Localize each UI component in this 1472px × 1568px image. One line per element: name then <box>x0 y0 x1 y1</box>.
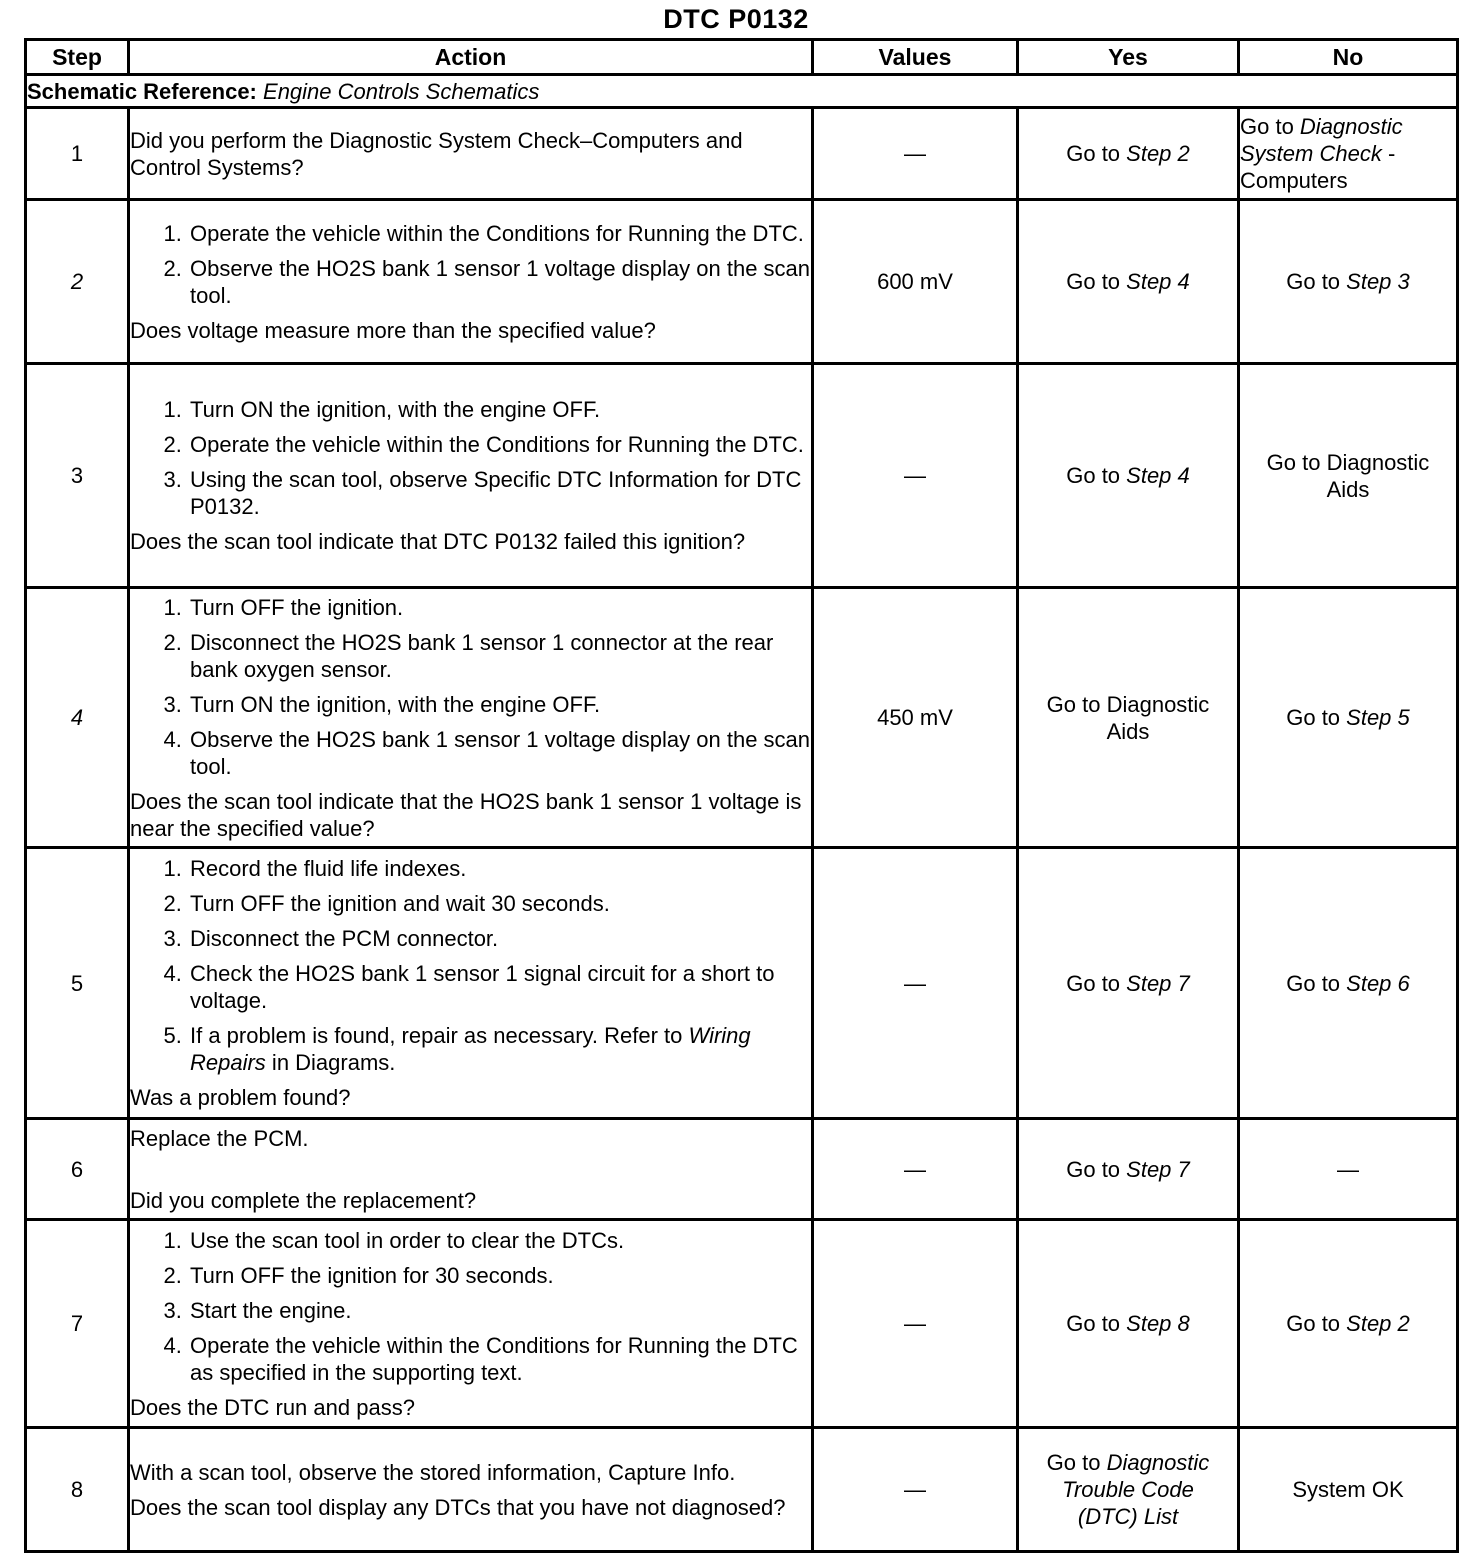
value-cell: — <box>813 1428 1018 1552</box>
action-cell <box>129 108 813 200</box>
step-number-text: 2 <box>70 269 84 294</box>
action-question: Does the scan tool display any DTCs that you have not diagnosed? <box>130 1494 786 1520</box>
yes-cell <box>1018 108 1239 200</box>
no-link: Step 3 <box>1346 269 1410 294</box>
yes-prefix: Go to <box>1066 463 1127 488</box>
table-row <box>26 1220 1458 1428</box>
yes-cell <box>1018 364 1239 588</box>
no-prefix: Go to <box>1286 705 1347 730</box>
action-question: Did you complete the replacement? <box>130 1187 477 1213</box>
list-item: 2. Turn OFF the ignition for 30 seconds. <box>188 1262 811 1289</box>
wiring-repairs-ref: Wiring Repairs <box>190 1023 751 1075</box>
list-item: 3. Disconnect the PCM connector. <box>188 925 811 952</box>
list-item: 2. Turn OFF the ignition and wait 30 seconds. <box>188 890 811 917</box>
value-cell: 450 mV <box>813 588 1018 848</box>
page-title: DTC P0132 <box>663 4 809 34</box>
yes-cell: Go to Diagnostic Aids <box>1018 588 1239 848</box>
step-number: 3 <box>26 364 129 588</box>
list-item: 1. Turn OFF the ignition. <box>188 594 811 621</box>
schematic-value: Engine Controls Schematics <box>263 78 540 104</box>
no-cell <box>1239 200 1458 364</box>
no-prefix: Go to <box>1240 114 1300 139</box>
action-question: Does the DTC run and pass? <box>130 1394 415 1420</box>
list-item: 1. Turn ON the ignition, with the engine OFF. <box>188 396 811 423</box>
yes-prefix: Go to <box>1066 970 1127 996</box>
yes-link: Step 8 <box>1126 1311 1190 1336</box>
table-row <box>26 108 1458 200</box>
no-link: Step 6 <box>1346 970 1410 996</box>
action-question: Does voltage measure more than the specified value? <box>130 317 656 343</box>
yes-link: Step 7 <box>1126 970 1190 996</box>
action-cell <box>129 1220 813 1428</box>
step-number <box>26 588 129 848</box>
step-number: 1 <box>26 108 129 200</box>
schematic-reference <box>26 75 1458 108</box>
step-number: 7 <box>26 1220 129 1428</box>
action-cell <box>129 848 813 1119</box>
yes-link: Step 7 <box>1126 1156 1190 1182</box>
list-item: 2. Disconnect the HO2S bank 1 sensor 1 connector at the rear bank oxygen sensor. <box>188 629 811 683</box>
no-suffix: - Computers <box>1240 141 1396 193</box>
action-text: Did you perform the Diagnostic System Check–Computers and Control Systems? <box>130 127 743 180</box>
list-item: 4. Check the HO2S bank 1 sensor 1 signal circuit for a short to voltage. <box>188 960 811 1014</box>
table-row <box>26 588 1458 848</box>
yes-prefix: Go to <box>1066 269 1127 294</box>
no-cell: Go to Diagnostic Aids <box>1239 364 1458 588</box>
list-item: 2. Observe the HO2S bank 1 sensor 1 voltage display on the scan tool. <box>188 255 811 309</box>
action-list <box>130 396 811 520</box>
list-item <box>188 1022 811 1076</box>
schematic-label: Schematic Reference: <box>27 78 257 104</box>
step-number-text: 4 <box>70 705 84 730</box>
yes-link: Step 4 <box>1126 463 1190 488</box>
yes-prefix: Go to <box>1046 1450 1107 1475</box>
header-step: Step <box>26 40 129 75</box>
yes-cell <box>1018 1428 1239 1552</box>
list-item: 2. Operate the vehicle within the Conditions for Running the DTC. <box>188 431 811 458</box>
header-row <box>26 40 1458 75</box>
yes-prefix: Go to <box>1066 141 1127 166</box>
yes-prefix: Go to <box>1066 1156 1127 1182</box>
no-prefix: Go to <box>1286 970 1347 996</box>
value-cell: — <box>813 364 1018 588</box>
action-list <box>130 1227 811 1386</box>
no-cell: — <box>1239 1119 1458 1220</box>
table-row <box>26 364 1458 588</box>
list-item: 3. Using the scan tool, observe Specific DTC Information for DTC P0132. <box>188 466 811 520</box>
yes-cell <box>1018 200 1239 364</box>
yes-link: Step 4 <box>1126 269 1190 294</box>
action-cell <box>129 200 813 364</box>
header-action: Action <box>129 40 813 75</box>
action-list <box>130 594 811 780</box>
yes-cell <box>1018 1220 1239 1428</box>
action-question: Was a problem found? <box>130 1085 351 1110</box>
header-values: Values <box>813 40 1018 75</box>
action-question: Does the scan tool indicate that DTC P0132 failed this ignition? <box>130 529 746 554</box>
action-cell <box>129 364 813 588</box>
step-number: 5 <box>26 848 129 1119</box>
action-text: With a scan tool, observe the stored information, Capture Info. <box>130 1459 736 1485</box>
schematic-row <box>26 75 1458 108</box>
no-cell <box>1239 1220 1458 1428</box>
table-row <box>26 1119 1458 1220</box>
value-cell: — <box>813 1119 1018 1220</box>
header-no: No <box>1239 40 1458 75</box>
yes-link: Diagnostic Trouble Code (DTC) List <box>1062 1450 1210 1529</box>
table-row <box>26 200 1458 364</box>
no-cell <box>1239 108 1458 200</box>
no-cell <box>1239 588 1458 848</box>
table-row <box>26 1428 1458 1552</box>
list-item: 1. Use the scan tool in order to clear the DTCs. <box>188 1227 811 1254</box>
value-cell: 600 mV <box>813 200 1018 364</box>
step-number: 6 <box>26 1119 129 1220</box>
action-question: Does the scan tool indicate that the HO2S bank 1 sensor 1 voltage is near the specified value? <box>130 788 802 841</box>
no-cell <box>1239 848 1458 1119</box>
no-link: Step 2 <box>1346 1311 1410 1336</box>
action-cell <box>129 588 813 848</box>
value-cell: — <box>813 848 1018 1119</box>
list-item: 4. Operate the vehicle within the Conditions for Running the DTC as specified in the supporting text. <box>188 1332 811 1386</box>
list-item: 1. Operate the vehicle within the Conditions for Running the DTC. <box>188 220 811 247</box>
list-item: 4. Observe the HO2S bank 1 sensor 1 voltage display on the scan tool. <box>188 726 811 780</box>
no-link: Diagnostic System Check <box>1240 114 1403 166</box>
list-item: 1. Record the fluid life indexes. <box>188 855 811 882</box>
action-text: Replace the PCM. <box>130 1125 309 1151</box>
value-cell: — <box>813 108 1018 200</box>
value-cell: — <box>813 1220 1018 1428</box>
step-number <box>26 200 129 364</box>
item-text: in Diagrams. <box>265 1050 396 1075</box>
list-item: 3. Start the engine. <box>188 1297 811 1324</box>
action-cell <box>129 1428 813 1552</box>
action-cell <box>129 1119 813 1220</box>
action-list <box>130 220 811 309</box>
no-cell: System OK <box>1239 1428 1458 1552</box>
no-prefix: Go to <box>1286 1311 1347 1336</box>
list-item: 3. Turn ON the ignition, with the engine OFF. <box>188 691 811 718</box>
no-link: Step 5 <box>1346 705 1410 730</box>
yes-cell <box>1018 1119 1239 1220</box>
diagnostic-table <box>24 38 1459 1553</box>
header-yes: Yes <box>1018 40 1239 75</box>
item-text: If a problem is found, repair as necessary. Refer to <box>190 1023 689 1048</box>
step-number: 8 <box>26 1428 129 1552</box>
table-row <box>26 848 1458 1119</box>
no-prefix: Go to <box>1286 269 1347 294</box>
yes-prefix: Go to <box>1066 1311 1127 1336</box>
yes-link: Step 2 <box>1126 141 1190 166</box>
yes-cell <box>1018 848 1239 1119</box>
action-list <box>130 855 811 1076</box>
